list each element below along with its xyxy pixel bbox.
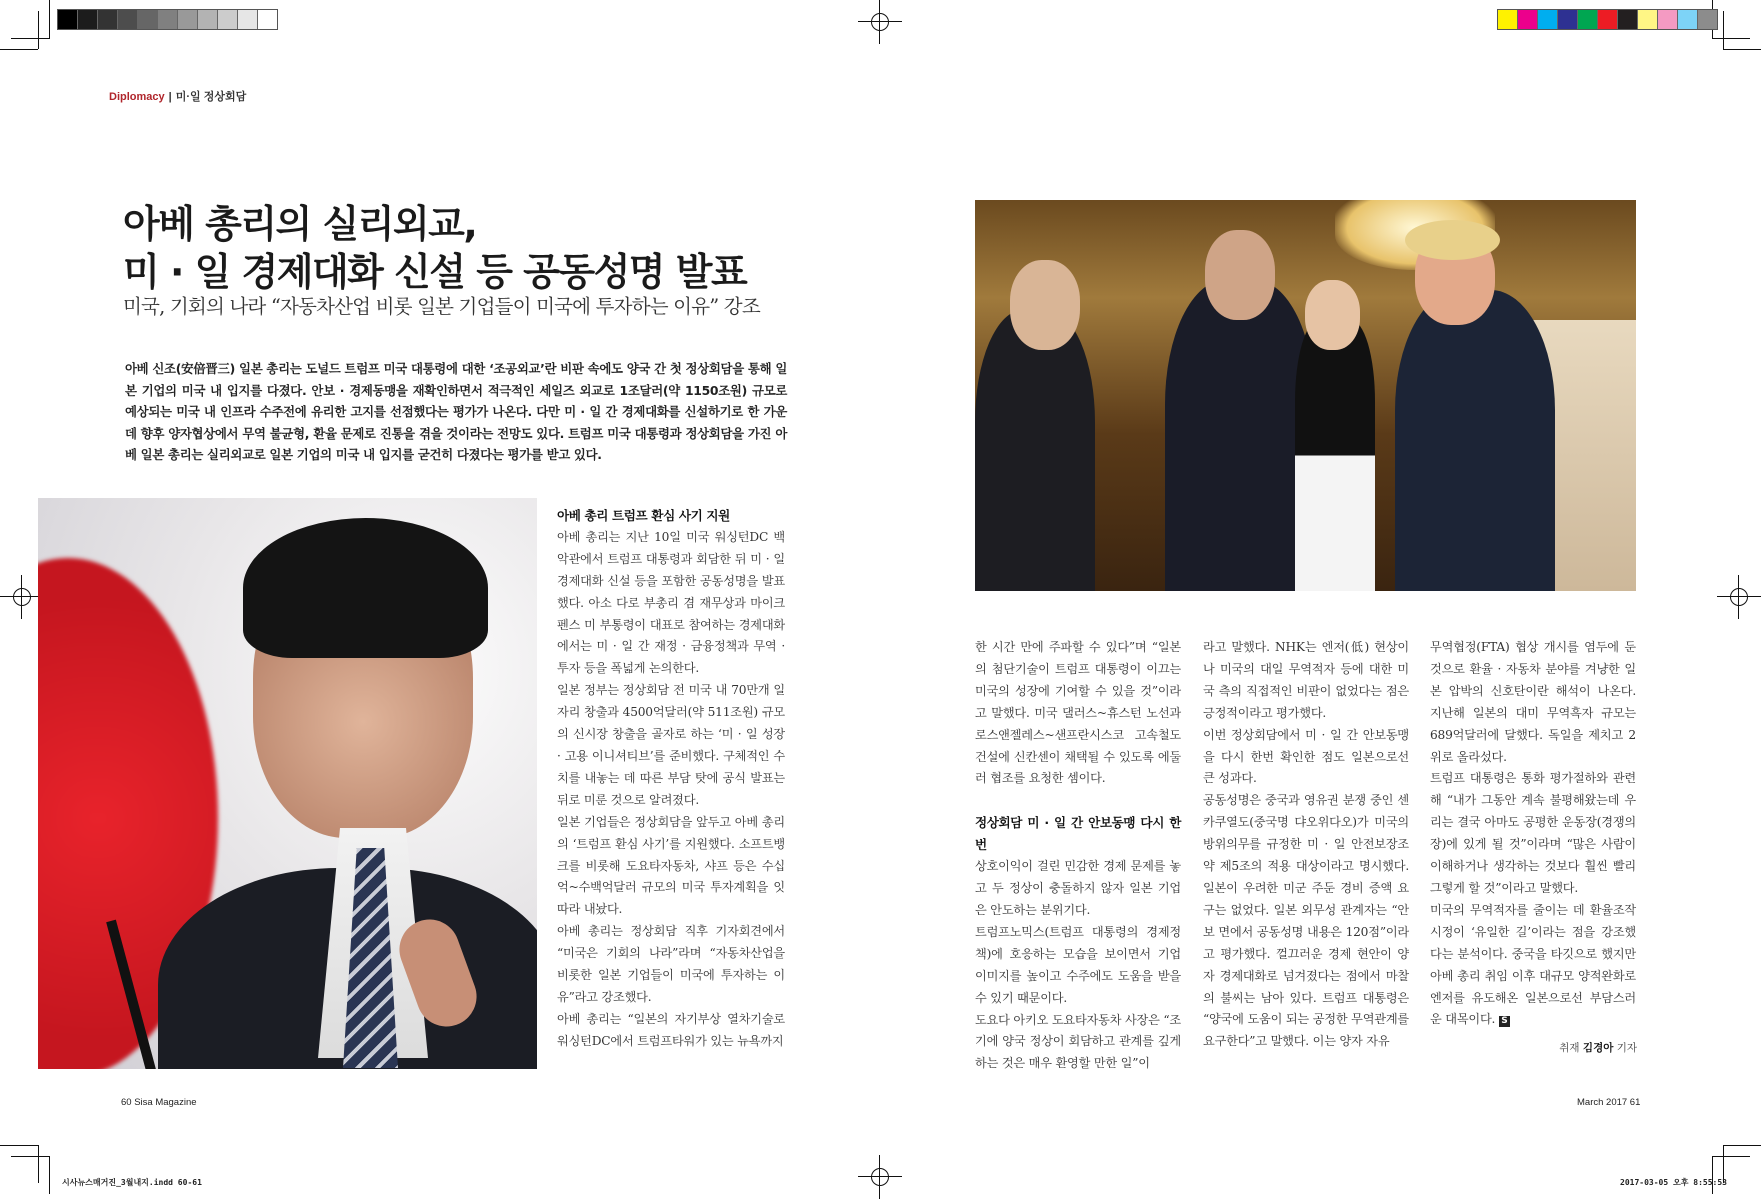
- color-swatch: [58, 10, 78, 29]
- body-paragraph: 도요다 아키오 도요타자동차 사장은 “조기에 양국 정상이 회담하고 관계를 깊게 하는 것은 매우 환영할 만한 일”이: [975, 1012, 1181, 1071]
- crop-mark: [49, 0, 50, 38]
- article-column-1: [557, 505, 785, 1053]
- lead-paragraph: 아베 신조(安倍晋三) 일본 총리는 도널드 트럼프 미국 대통령에 대한 ‘조공외교’란 비판 속에도 양국 간 첫 정상회담을 통해 일본 기업의 미국 내 입지를 다졌다. 안보 · 경제동맹을 재확인하면서 적극적인 세일즈 외교로 1조달러(약 1150조원) 규모로 예상되는 미국 내 인프라 수주전에 유리한 고지를 선점했다는 평가가 나온다. 다만 미 · 일 간 경제대화를 신설하기로 한 가운데 향후 양자협상에서 무역 불균형, 환율 문제로 진통을 겪을 것이라는 전망도 있다. 트럼프 미국 대통령과 정상회담을 가진 아베 일본 총리는 실리외교로 일본 기업의 미국 내 입지를 굳건히 다졌다는 평가를 받고 있다.: [125, 361, 787, 463]
- body-paragraph: 트럼프 대통령은 통화 평가절하와 관련해 “내가 그동안 계속 불평해왔는데 우리는 결국 아마도 공평한 운동장(경쟁의 장)에 있게 될 것”이라며 “많은 사람이 이해하거나 생각하는 것보다 훨씬 빨리 그렇게 할 것”이라고 말했다.: [1430, 771, 1636, 895]
- color-swatch: [1598, 10, 1618, 29]
- reporter-name: 김경아: [1582, 1042, 1614, 1054]
- color-swatch: [218, 10, 238, 29]
- body-paragraph: 라고 말했다. NHK는 엔저(低) 현상이나 미국의 대일 무역적자 등에 대한 미국 측의 직접적인 비판이 없었다는 점은 긍정적이라고 평가했다.: [1203, 640, 1409, 720]
- left-page-folio: 60 Sisa Magazine: [121, 1097, 197, 1108]
- article-subtitle: 미국, 기회의 나라 “자동차산업 비롯 일본 기업들이 미국에 투자하는 이유” 강조: [123, 295, 760, 318]
- section-header: [109, 88, 246, 104]
- color-swatch: [1698, 10, 1717, 29]
- crop-mark: [1723, 49, 1761, 50]
- color-swatch: [118, 10, 138, 29]
- color-swatch: [1578, 10, 1598, 29]
- section-separator: |: [168, 91, 172, 103]
- color-swatch: [1538, 10, 1558, 29]
- color-swatch: [178, 10, 198, 29]
- body-paragraph: 일본 정부는 정상회담 전 미국 내 70만개 일자리 창출과 4500억달러(약 511조원) 규모의 신시장 창출을 골자로 하는 ‘미 · 일 성장 · 고용 이니셔티브’를 준비했다. 구체적인 수치를 내놓는 데 따른 부담 탓에 공식 발표는 뒤로 미룬 것으로 알려졌다.: [557, 683, 785, 807]
- color-swatch: [238, 10, 258, 29]
- color-swatch: [198, 10, 218, 29]
- abe-portrait-photo: [38, 498, 537, 1069]
- color-swatch: [98, 10, 118, 29]
- byline-prefix: 취재: [1559, 1042, 1580, 1054]
- crop-mark: [0, 1145, 38, 1146]
- color-swatch: [258, 10, 277, 29]
- color-swatch: [1518, 10, 1538, 29]
- crop-mark: [11, 38, 50, 39]
- body-paragraph: 무역협정(FTA) 협상 개시를 염두에 둔 것으로 환율 · 자동차 분야를 겨냥한 일본 압박의 신호탄이란 해석이 나온다. 지난해 일본의 대미 무역흑자 규모는 689억달러에 달했다. 독일을 제치고 2위로 올라섰다.: [1430, 640, 1636, 764]
- color-swatch: [1658, 10, 1678, 29]
- registration-mark: [1717, 575, 1761, 619]
- body-text: 미국의 무역적자를 줄이는 데 환율조작 시정이 ‘유일한 길’이라는 점을 강조했다는 분석이다. 중국을 타깃으로 했지만 아베 총리 취임 이후 대규모 양적완화로 엔저를 유도해온 일본으로선 부담스러운 대목이다.: [1430, 902, 1636, 1027]
- color-swatch: [1498, 10, 1518, 29]
- body-paragraph: 아베 총리는 지난 10일 미국 워싱턴DC 백악관에서 트럼프 대통령과 회담한 뒤 미 · 일 경제대화 신설 등을 포함한 공동성명을 발표했다. 아소 다로 부총리 겸 재무상과 마이크 펜스 미 부통령이 대표로 참여하는 경제대화에서는 미 · 일 간 재정 · 금융정책과 무역 · 투자 등을 폭넓게 논의한다.: [557, 529, 785, 676]
- registration-mark: [858, 1155, 902, 1199]
- article-column-3: [1203, 637, 1409, 1053]
- crop-mark: [1712, 38, 1750, 39]
- meeting-handshake-photo: [975, 200, 1636, 591]
- crop-mark: [1712, 1156, 1713, 1194]
- crop-mark: [1723, 11, 1724, 49]
- print-slug-file: 시사뉴스매거진_3월내지.indd 60-61: [62, 1178, 202, 1187]
- gray-calibration-bar: [57, 9, 278, 30]
- article-title: [123, 200, 746, 296]
- color-swatch: [78, 10, 98, 29]
- crop-mark: [38, 1145, 39, 1183]
- body-paragraph: 한 시간 만에 주파할 수 있다”며 “일본의 첨단기술이 트럼프 대통령이 이끄는 미국의 성장에 기여할 수 있을 것”이라고 말했다. 미국 댈러스~휴스턴 노선과 로스앤젤레스~샌프란시스코 고속철도 건설에 신칸센이 채택될 수 있도록 에둘러 협조를 요청한 셈이다.: [975, 640, 1181, 786]
- body-paragraph: 아베 총리는 “일본의 자기부상 열차기술로 워싱턴DC에서 트럼프타워가 있는 뉴욕까지: [557, 1011, 785, 1048]
- color-swatch: [1558, 10, 1578, 29]
- print-slug-timestamp: 2017-03-05 오후 8:55:53: [1620, 1178, 1727, 1187]
- section-category: Diplomacy: [109, 91, 165, 103]
- body-paragraph: 아베 총리는 정상회담 직후 기자회견에서 “미국은 기회의 나라”라며 “자동차산업을 비롯한 일본 기업들이 미국에 투자하는 이유”라고 강조했다.: [557, 924, 785, 1004]
- end-mark-icon: S: [1499, 1016, 1510, 1027]
- crop-mark: [11, 1156, 49, 1157]
- right-page-folio: March 2017 61: [1577, 1097, 1641, 1108]
- subheading: 정상회담 미 · 일 간 안보동맹 다시 한번: [975, 815, 1181, 853]
- body-paragraph: 일본 기업들은 정상회담을 앞두고 아베 총리의 ‘트럼프 환심 사기’를 지원했다. 소프트뱅크를 비롯해 도요타자동차, 샤프 등은 수십억~수백억달러 규모의 미국 투자계획을 잇따라 내놨다.: [557, 814, 785, 917]
- crop-mark: [1712, 1156, 1750, 1157]
- byline: [1559, 1040, 1637, 1055]
- article-column-2: [975, 637, 1181, 1075]
- subheading: 아베 총리 트럼프 환심 사기 지원: [557, 508, 730, 523]
- crop-mark: [38, 11, 39, 49]
- body-paragraph: 상호이익이 걸린 민감한 경제 문제를 놓고 두 정상이 충돌하지 않자 일본 기업은 안도하는 분위기다.: [975, 859, 1181, 917]
- article-column-4: [1430, 637, 1636, 1031]
- title-line: 미 · 일 경제대화 신설 등 공동성명 발표: [123, 250, 747, 294]
- title-line: 아베 총리의 실리외교,: [123, 202, 477, 246]
- crop-mark: [0, 49, 38, 50]
- byline-suffix: 기자: [1616, 1042, 1637, 1054]
- crop-mark: [49, 1156, 50, 1194]
- body-paragraph: [1430, 900, 1636, 1031]
- crop-mark: [1723, 1145, 1761, 1146]
- body-paragraph: 이번 정상회담에서 미 · 일 간 안보동맹을 다시 한번 확인한 점도 일본으로선 큰 성과다.: [1203, 727, 1409, 786]
- body-paragraph: 트럼프노믹스(트럼프 대통령의 경제정책)에 호응하는 모습을 보이면서 기업 이미지를 높이고 수주에도 도움을 받을 수 있기 때문이다.: [975, 924, 1181, 1005]
- color-swatch: [1678, 10, 1698, 29]
- section-topic: 미·일 정상회담: [175, 91, 247, 103]
- registration-mark: [858, 0, 902, 44]
- color-calibration-bar: [1497, 9, 1718, 30]
- body-paragraph: 공동성명은 중국과 영유권 분쟁 중인 센카쿠열도(중국명 댜오위다오)가 미국의 방위의무를 규정한 미 · 일 안전보장조약 제5조의 적용 대상이라고 명시했다. 일본이 우려한 미군 주둔 경비 증액 요구는 없었다. 일본 외무성 관계자는 “안보 면에서 공동성명 내용은 120점”이라고 평가했다. 껄끄러운 경제 현안이 양자 경제대화로 넘겨졌다는 점에서 마찰의 불씨는 남아 있다. 트럼프 대통령은 “양국에 도움이 되는 공정한 무역관계를 요구한다”고 말했다. 이는 양자 자유: [1203, 793, 1409, 1049]
- color-swatch: [1618, 10, 1638, 29]
- color-swatch: [158, 10, 178, 29]
- color-swatch: [1638, 10, 1658, 29]
- color-swatch: [138, 10, 158, 29]
